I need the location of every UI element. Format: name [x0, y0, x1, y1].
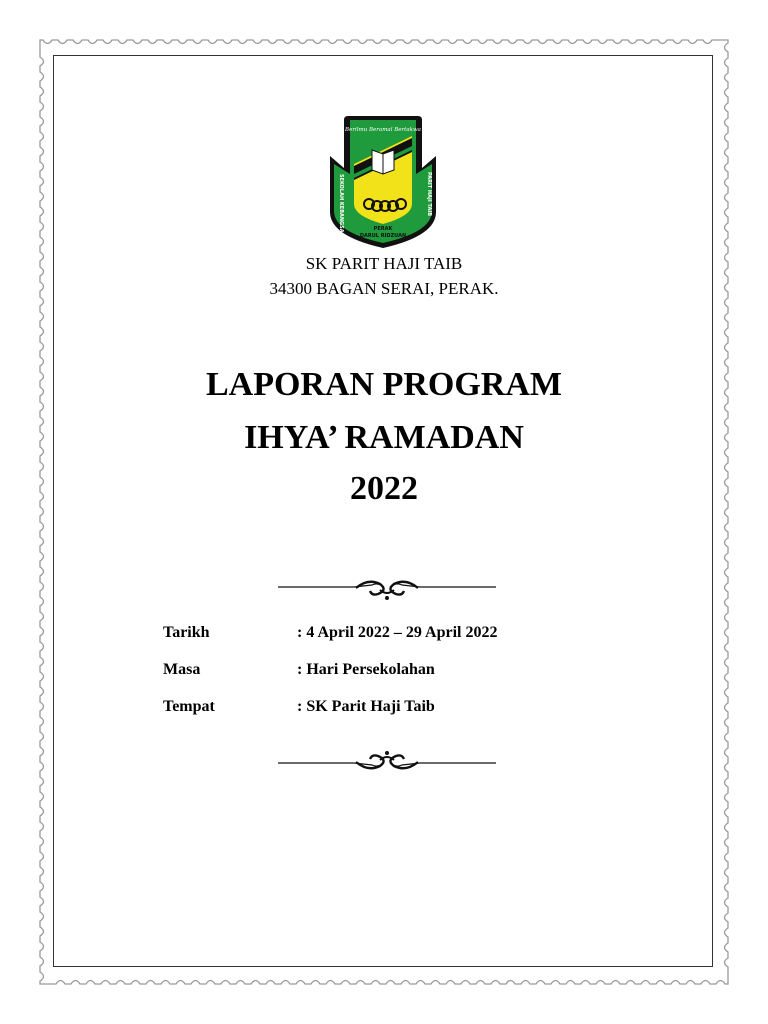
report-title-line-2: IHYA’ RAMADAN: [244, 419, 524, 456]
detail-value: : 4 April 2022 – 29 April 2022: [297, 624, 498, 641]
detail-row-masa: [163, 661, 643, 685]
detail-value: : SK Parit Haji Taib: [297, 698, 435, 715]
detail-row-tempat: [163, 698, 643, 722]
detail-value: : Hari Persekolahan: [297, 661, 435, 678]
school-address: 34300 BAGAN SERAI, PERAK.: [269, 279, 499, 298]
logo-bottom-line-1: PERAK: [373, 226, 393, 232]
ornament-divider-bottom: [276, 750, 498, 776]
logo-left-text: SEKOLAH KEBANGSAAN: [338, 174, 344, 241]
logo-bottom-line-2: DARUL RIDZUAN: [359, 233, 407, 239]
detail-label: Tarikh: [163, 624, 210, 641]
report-title-line-1: LAPORAN PROGRAM: [205, 366, 563, 403]
ornament-divider-top: [276, 576, 498, 602]
logo-motto: Berilmu Beramal Bertakwa: [345, 127, 421, 133]
detail-label: Masa: [163, 661, 201, 678]
logo-right-text: PARIT HAJI TAIB: [426, 172, 432, 217]
detail-label: Tempat: [163, 698, 215, 715]
report-title-year: 2022: [350, 470, 418, 507]
school-logo: [326, 108, 440, 252]
detail-row-tarikh: [163, 624, 643, 648]
school-name: SK PARIT HAJI TAIB: [305, 254, 463, 273]
